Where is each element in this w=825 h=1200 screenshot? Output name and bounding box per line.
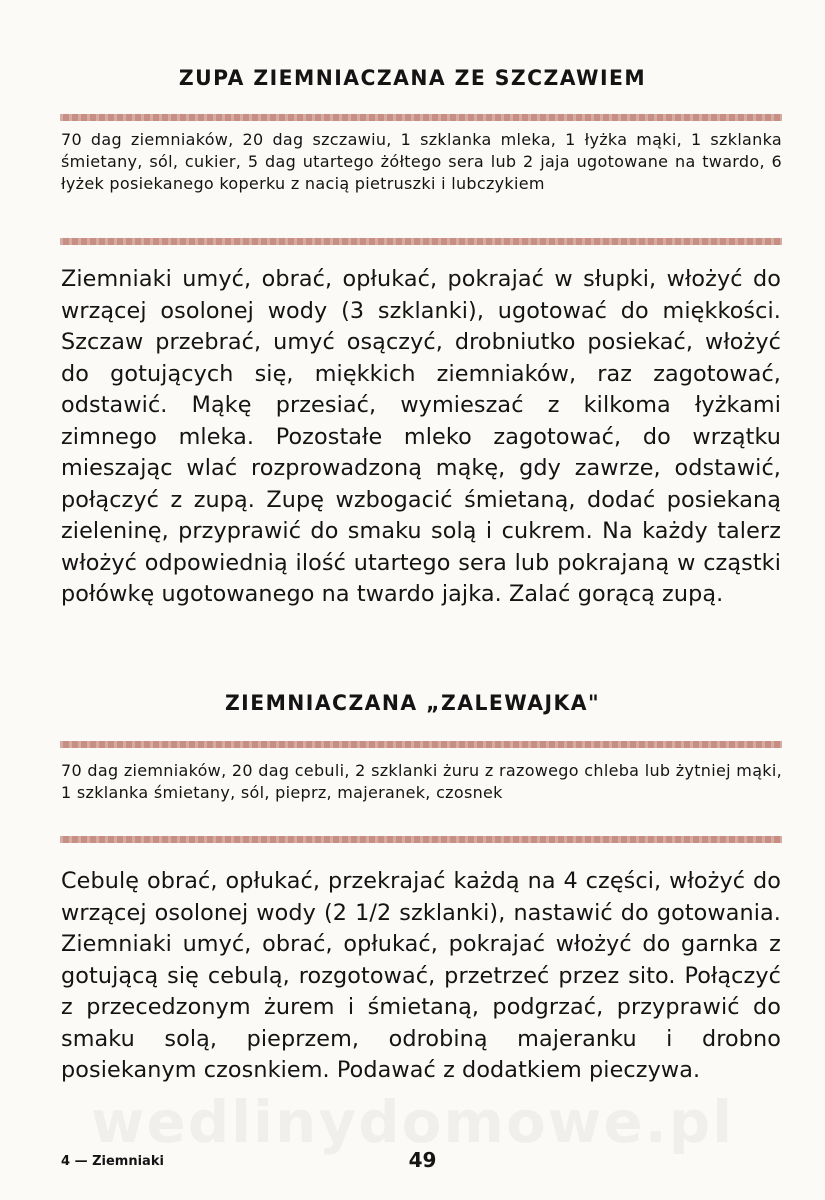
footer-section-label: 4 — Ziemniaki	[61, 1154, 164, 1169]
recipe-2-bottom-rule	[60, 836, 782, 843]
recipe-2-ingredients: 70 dag ziemniaków, 20 dag cebuli, 2 szklanki żuru z razowego chleba lub żytniej mąki, 1 szklanka śmietany, sól, pieprz, majeranek, czosnek	[61, 761, 782, 802]
page-number: 49	[408, 1148, 437, 1172]
recipe-1-bottom-rule	[60, 238, 782, 245]
recipe-2-title: ZIEMNIACZANA „ZALEWAJKA"	[224, 691, 601, 715]
recipe-1-top-rule	[60, 114, 782, 121]
recipe-1-instructions: Ziemniaki umyć, obrać, opłukać, pokrajać w słupki, włożyć do wrzącej osolonej wody (3 szklanki), ugotować do miękkości. Szczaw przebrać, umyć osączyć, drobniutko posiekać, włożyć do gotujących się, miękkich ziemniaków, raz zagotować, odstawić. Mąkę przesiać, wymieszać z kilkoma łyżkami zimnego mleka. Pozostałe mleko zagotować, do wrzątku mieszając wlać rozprowadzoną mąkę, gdy zawrze, odstawić, połączyć z zupą. Zupę wzbogacić śmietaną, dodać posiekaną zieleninę, przyprawić do smaku solą i cukrem. Na każdy talerz włożyć odpowiednią ilość utartego sera lub pokrajaną w cząstki połówkę ugotowanego na twardo jajka. Zalać gorącą zupą.	[61, 266, 781, 607]
recipe-1-title: ZUPA ZIEMNIACZANA ZE SZCZAWIEM	[178, 66, 647, 90]
recipe-2-instructions: Cebulę obrać, opłukać, przekrajać każdą na 4 części, włożyć do wrzącej osolonej wody (2 1/2 szklanki), nastawić do gotowania. Ziemniaki umyć, obrać, opłukać, pokrajać włożyć do garnka z gotującą się cebulą, rozgotować, przetrzeć przez sito. Połączyć z przecedzonym żurem i śmietaną, podgrzać, przyprawić do smaku solą, pieprzem, odrobiną majeranku i drobno posiekanym czosnkiem. Podawać z dodatkiem pieczywa.	[61, 868, 781, 1083]
recipe-2-top-rule	[60, 741, 782, 748]
recipe-1-ingredients: 70 dag ziemniaków, 20 dag szczawiu, 1 szklanka mleka, 1 łyżka mąki, 1 szklanka śmietany, sól, cukier, 5 dag utartego żółtego sera lub 2 jaja ugotowane na twardo, 6 łyżek posiekanego koperku z nacią pietruszki i lubczykiem	[61, 130, 782, 193]
watermark	[0, 1088, 825, 1156]
